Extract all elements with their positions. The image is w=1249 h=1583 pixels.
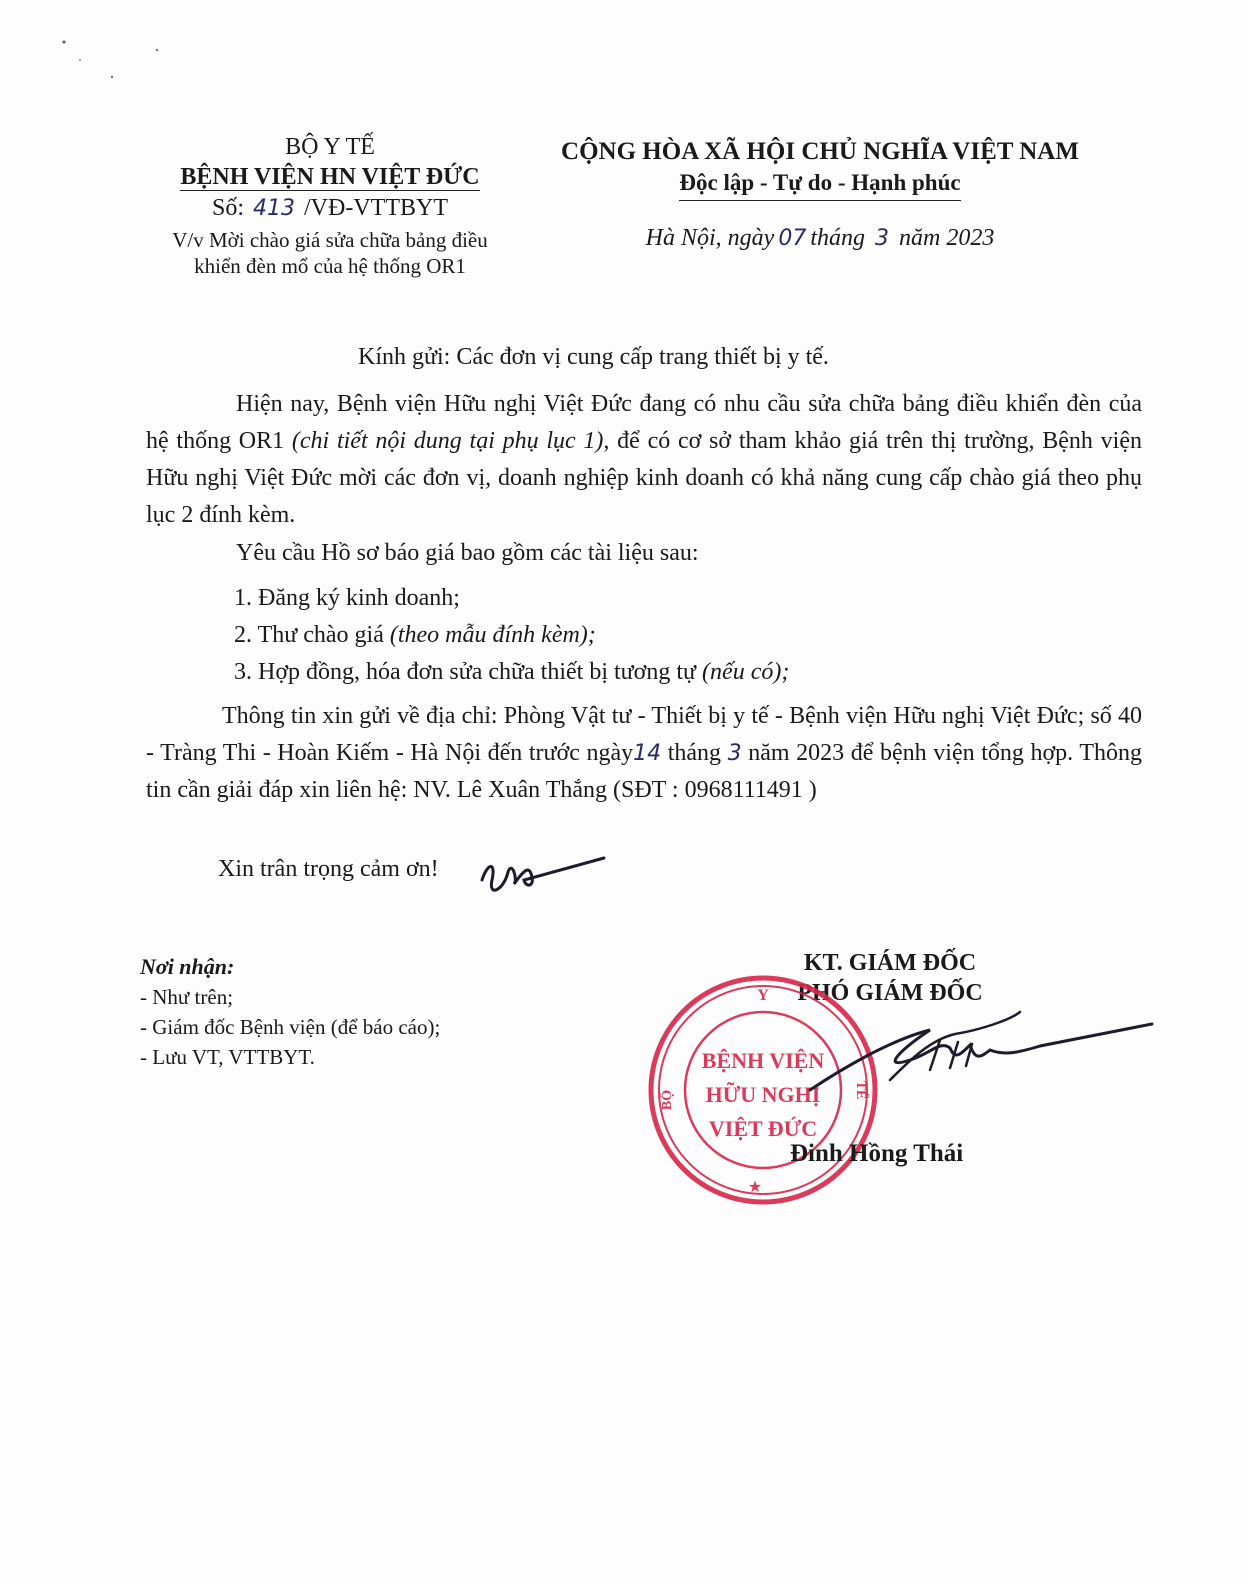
recipient-item: - Như trên; (140, 985, 234, 1009)
initials-scribble (474, 850, 614, 900)
number-handwritten: 413 (253, 196, 296, 221)
scan-specks (0, 0, 200, 100)
contact-text-b: năm 2023 để bệnh viện tổng hợp. Thông tin cần giải đáp xin liên hệ: NV. Lê Xuân Thắng (SĐT : 0968111491 ) (146, 740, 1142, 803)
handwritten-signature (780, 1000, 1160, 1120)
stamp-line-2: HỮU NGHỊ (705, 1082, 821, 1107)
contact-text-a: Thông tin xin gửi về địa chỉ: Phòng Vật tư - Thiết bị y tế - Bệnh viện Hữu nghị Việt Đức; số 40 - Tràng Thi - Hoàn Kiếm - Hà Nội đến trước ngày (146, 703, 1142, 766)
document-number (130, 192, 530, 225)
signature-line-1: KT. GIÁM ĐỐC (803, 950, 977, 976)
deadline-month-handwritten: 3 (727, 741, 742, 766)
recipients-title: Nơi nhận: (140, 954, 235, 979)
date-day-handwritten: 07 (778, 226, 807, 251)
nation-title: CỘNG HÒA XÃ HỘI CHỦ NGHĨA VIỆT NAM (561, 138, 1079, 165)
date-month-handwritten: 3 (875, 226, 889, 251)
hospital-name-text: BỆNH VIỆN HN VIỆT ĐỨC (180, 164, 480, 190)
date-month-label: tháng (810, 225, 865, 251)
motto: Độc lập - Tự do - Hạnh phúc (679, 168, 960, 201)
document-date (540, 225, 1100, 252)
header-left (130, 132, 530, 279)
date-prefix: Hà Nội, ngày (645, 225, 775, 251)
stamp-line-3: VIỆT ĐỨC (708, 1116, 818, 1141)
greeting: Kính gửi: Các đơn vị cung cấp trang thiết bị y tế. (358, 344, 829, 370)
list-item (234, 654, 789, 691)
closing-thanks: Xin trân trọng cảm ơn! (218, 856, 439, 882)
para1-text-b: , để có cơ sở tham khảo giá trên thị trường, Bệnh viện Hữu nghị Việt Đức mời các đơn vị, doanh nghiệp kinh doanh có khả năng cung cấp chào giá theo phụ lục 2 đính kèm. (146, 428, 1142, 528)
req2-italic: (theo mẫu đính kèm); (389, 622, 596, 648)
ministry-name: BỘ Y TẾ (285, 134, 375, 160)
list-item (234, 617, 789, 654)
subject-line-2: khiển đèn mổ của hệ thống OR1 (194, 254, 466, 278)
requirements-intro: Yêu cầu Hồ sơ báo giá bao gồm các tài liệu sau: (236, 540, 699, 566)
subject-line-1: V/v Mời chào giá sửa chữa bảng điều (172, 228, 488, 252)
para1-italic: (chi tiết nội dung tại phụ lục 1) (291, 428, 604, 454)
para1-text-a: Hiện nay, Bệnh viện Hữu nghị Việt Đức đang có nhu cầu sửa chữa bảng điều khiển đèn của hệ thống OR1 (146, 391, 1142, 454)
paragraph-intro (146, 386, 1142, 534)
list-item (234, 580, 789, 617)
stamp-line-1: BỆNH VIỆN (701, 1048, 825, 1073)
number-label: Số: (212, 195, 245, 221)
stamp-rim-left: BỘ (660, 1089, 675, 1111)
contact-month-label: tháng (661, 740, 728, 766)
hospital-name (130, 162, 530, 192)
recipient-item: - Giám đốc Bệnh viện (để báo cáo); (140, 1015, 441, 1039)
requirements-list (234, 580, 789, 691)
signer-name: Đinh Hồng Thái (790, 1140, 964, 1167)
req3-italic: (nếu có); (702, 659, 790, 685)
signature-line-2: PHÓ GIÁM ĐỐC (797, 980, 983, 1006)
stamp-star-icon: ★ (747, 1179, 763, 1196)
req1-text: 1. Đăng ký kinh doanh; (234, 585, 460, 611)
stamp-rim-right: TẾ (853, 1080, 868, 1100)
header-right (540, 136, 1100, 252)
date-year: năm 2023 (899, 225, 995, 251)
recipient-item: - Lưu VT, VTTBYT. (140, 1045, 315, 1069)
deadline-day-handwritten: 14 (633, 741, 662, 766)
req2-text: 2. Thư chào giá (234, 622, 390, 648)
number-suffix: /VĐ-VTTBYT (304, 195, 448, 221)
subject (130, 227, 530, 279)
stamp-rim-top: Y (757, 987, 769, 1004)
req3-text: 3. Hợp đồng, hóa đơn sửa chữa thiết bị tương tự (234, 659, 703, 685)
recipients-block (140, 952, 440, 1072)
paragraph-contact (146, 698, 1142, 809)
